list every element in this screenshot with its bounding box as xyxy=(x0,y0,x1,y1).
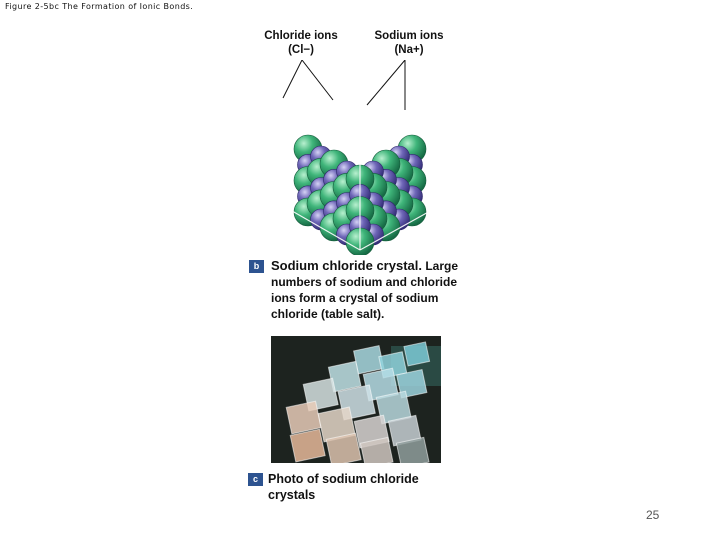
cube-edge xyxy=(273,62,360,108)
figure-b-title: Sodium chloride crystal. xyxy=(271,258,422,273)
chloride-ions-name: Chloride ions xyxy=(264,30,338,42)
page-number: 25 xyxy=(646,508,660,522)
salt-crystals-illustration xyxy=(271,336,441,463)
sodium-ions-symbol: (Na+) xyxy=(394,44,424,56)
figure-c-badge: c xyxy=(248,473,263,486)
figure-caption: Figure 2-5bc The Formation of Ionic Bonds. xyxy=(5,2,194,11)
label-pointer-line xyxy=(283,60,302,98)
figure-b-caption xyxy=(271,258,471,322)
figure-b-badge: b xyxy=(249,260,264,273)
sodium-ions-name: Sodium ions xyxy=(374,30,444,42)
chloride-ions-symbol: (Cl−) xyxy=(288,44,314,56)
salt-crystals-photo xyxy=(271,336,441,463)
chloride-ions-label xyxy=(255,29,347,57)
sodium-ions-label xyxy=(364,29,454,57)
sodium-chloride-crystal-diagram xyxy=(255,60,465,255)
salt-crystal-cube xyxy=(290,429,325,462)
figure-c-title: Photo of sodium chloride crystals xyxy=(268,472,419,502)
salt-crystal-cube xyxy=(286,401,321,434)
figure-b-description: Large numbers of sodium and chloride ions form a crystal of sodium chloride (table salt). xyxy=(271,259,459,321)
salt-crystal-cube xyxy=(404,342,430,366)
label-pointer-lines xyxy=(283,60,405,110)
label-pointer-line xyxy=(302,60,333,100)
